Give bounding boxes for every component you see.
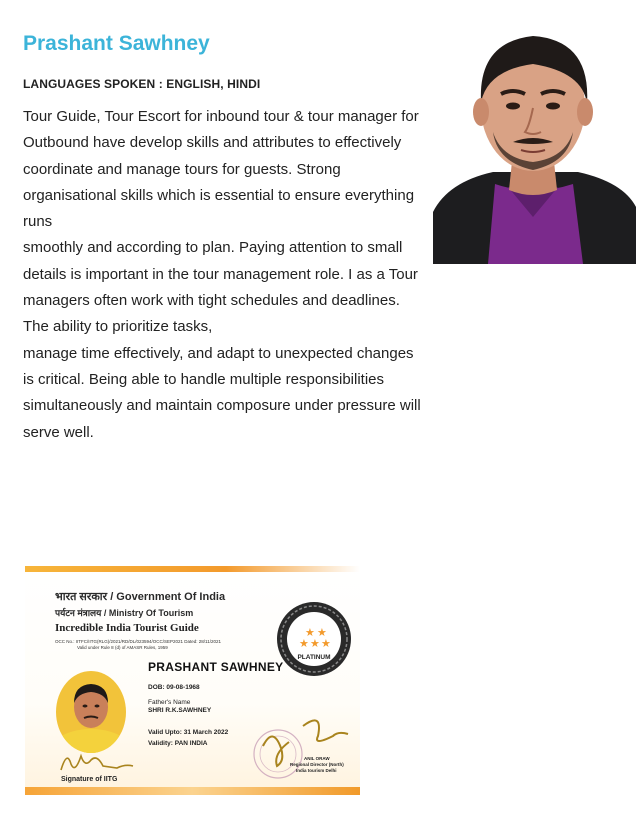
id-card-reference-line: OCC No.: IITFC/IITG(RLG)/2021/RD/DL/023594/OCC/SEP2021 Dated: 28/11/2021	[55, 639, 221, 644]
iitg-signature-caption: Signature of IITG	[61, 776, 118, 783]
id-card-validity: Validity: PAN INDIA	[148, 740, 208, 747]
id-card-holder-name: PRASHANT SAWHNEY	[148, 660, 284, 674]
id-card-photo	[56, 671, 126, 753]
languages-spoken: LANGUAGES SPOKEN : ENGLISH, HINDI	[23, 77, 261, 91]
official-seal-icon	[233, 706, 353, 786]
officer-office: India tourism Delhi	[296, 768, 337, 773]
id-card-government-line: भारत सरकार / Government Of India	[55, 591, 226, 603]
officer-details	[290, 756, 344, 774]
profile-photo	[433, 12, 636, 264]
id-card-fathers-name-label: Father's Name	[148, 699, 191, 706]
svg-text:★: ★	[310, 637, 320, 650]
bio-paragraph: smoothly and according to plan. Paying attention to small details is important in the tour management role. I as a Tour managers often work with tight schedules and deadlines. The ability to prioritize tasks,	[23, 239, 418, 336]
svg-text:★: ★	[305, 626, 315, 639]
id-card-valid-upto: Valid Upto: 31 March 2022	[148, 729, 229, 736]
id-card-bottom-band	[25, 787, 360, 795]
id-card-fathers-name: SHRI R.K.SAWHNEY	[148, 707, 212, 714]
iitg-signature-icon	[57, 746, 137, 776]
id-card-reference-line: Valid under Rule 8 (d) of AMASR Rules, 1959	[77, 645, 168, 650]
tourist-guide-id-card	[25, 566, 360, 795]
officer-name: ANIL ORAW	[304, 756, 330, 761]
svg-text:★: ★	[321, 637, 331, 650]
platinum-badge-icon	[275, 600, 353, 678]
badge-label: PLATINUM	[297, 654, 331, 661]
profile-photo-illustration	[433, 12, 636, 264]
svg-text:★: ★	[299, 637, 309, 650]
id-card-top-band	[25, 566, 360, 572]
id-card-photo-illustration	[56, 671, 126, 753]
id-card-reference	[55, 639, 275, 651]
id-card-ministry-line: पर्यटन मंत्रालय / Ministry Of Tourism	[55, 608, 194, 618]
svg-text:★: ★	[317, 626, 327, 639]
id-card-dob: DOB: 09-08-1968	[148, 684, 200, 691]
officer-title: Regional Director (North)	[290, 762, 344, 767]
bio-paragraph: Tour Guide, Tour Escort for inbound tour & tour manager for Outbound have develop skills and attributes to effectively coordinate and manage tours for guests. Strong organisational skills which is essential to ensure everything runs	[23, 108, 419, 231]
id-card-brand-line: Incredible India Tourist Guide	[55, 622, 199, 634]
profile-bio	[23, 104, 423, 446]
bio-paragraph: manage time effectively, and adapt to unexpected changes is critical. Being able to handle multiple responsibilities simultaneously and maintain composure under pressure will serve well.	[23, 344, 421, 441]
profile-name: Prashant Sawhney	[23, 32, 210, 55]
